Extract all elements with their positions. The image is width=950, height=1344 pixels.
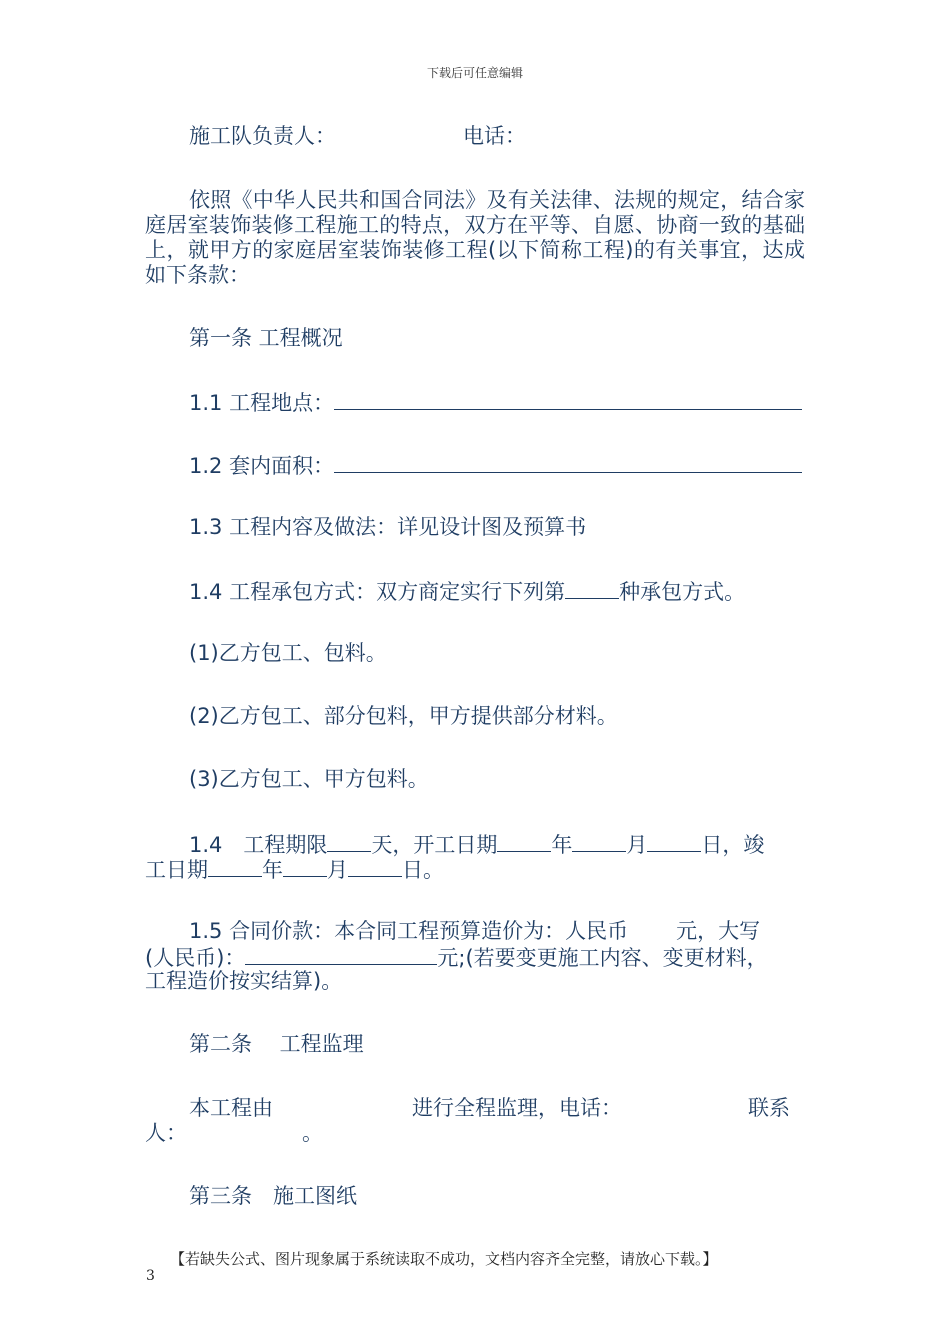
price-yuan-label: 元，大写 [676, 919, 761, 943]
period-prefix: 1.4 工程期限 [189, 833, 328, 857]
supervision-person: 人： [145, 1121, 187, 1145]
address-blank [334, 389, 802, 410]
days-blank [327, 831, 371, 852]
finish-end-label: 日。 [402, 858, 444, 882]
start-year-blank [497, 831, 551, 852]
start-month-label: 月 [626, 833, 648, 857]
option-1: (1)乙方包工、包料。 [189, 641, 387, 665]
intro-paragraph: 依照《中华人民共和国合同法》及有关法律、法规的规定，结合家庭居室装饰装修工程施工的特点，双方在平等、自愿、协商一致的基础上，就甲方的家庭居室装饰装修工程(以下简称工程)的有关事宜，达成如下条款： [145, 188, 805, 287]
item-1-3: 1.3 工程内容及做法：详见设计图及预算书 [189, 515, 587, 539]
supervision-period: 。 [302, 1121, 323, 1145]
start-day-label: 日，竣 [701, 833, 765, 857]
item-1-4a-post: 种承包方式。 [619, 580, 746, 604]
leader-label: 施工队负责人： [189, 124, 336, 148]
contract-mode-blank [565, 578, 619, 599]
start-day-blank [647, 831, 701, 852]
item-1-5-line1 [189, 919, 760, 944]
item-1-4b-line2 [145, 856, 444, 883]
page-header: 下载后可任意编辑 [426, 66, 523, 80]
amount-blank [245, 944, 437, 965]
item-1-5-line2 [145, 944, 768, 971]
item-1-2 [189, 452, 802, 479]
finish-year-label: 年 [262, 858, 283, 882]
footer-note: 【若缺失公式、图片现象属于系统读取不成功，文档内容齐全完整，请放心下载。】 [170, 1250, 718, 1268]
article3-title: 第三条 施工图纸 [189, 1184, 357, 1208]
page-number: 3 [146, 1268, 155, 1284]
finish-month-blank [283, 856, 327, 877]
item-1-1 [189, 389, 802, 416]
item-1-1-label: 1.1 工程地点： [189, 391, 335, 415]
finish-day-blank [348, 856, 402, 877]
item-1-5-line3: 工程造价按实结算)。 [145, 969, 343, 993]
finish-year-blank [208, 856, 262, 877]
rmb-label: (人民币)： [145, 946, 246, 970]
supervision-full: 进行全程监理，电话： [412, 1096, 622, 1120]
finish-month-label: 月 [327, 858, 348, 882]
supervision-contact: 联系 [748, 1096, 790, 1120]
item-1-4a [189, 578, 745, 605]
option-2: (2)乙方包工、部分包料，甲方提供部分材料。 [189, 704, 618, 728]
option-3: (3)乙方包工、甲方包料。 [189, 767, 429, 791]
phone-line [463, 124, 526, 149]
article2-title: 第二条 工程监理 [189, 1032, 364, 1056]
days-label: 天，开工日期 [371, 833, 498, 857]
supervision-by: 本工程由 [189, 1096, 273, 1120]
start-month-blank [572, 831, 626, 852]
leader-line [189, 124, 336, 149]
item-1-4b-line1 [189, 831, 764, 858]
phone-label: 电话： [463, 124, 526, 148]
area-blank [334, 452, 802, 473]
yuan-rest: 元;(若要变更施工内容、变更材料， [437, 946, 768, 970]
article1-title: 第一条 工程概况 [189, 326, 343, 350]
item-1-2-label: 1.2 套内面积： [189, 454, 335, 478]
finish-prefix: 工日期 [145, 858, 208, 882]
start-year-label: 年 [551, 833, 573, 857]
price-prefix: 1.5 合同价款：本合同工程预算造价为：人民币 [189, 919, 629, 943]
item-1-4a-pre: 1.4 工程承包方式：双方商定实行下列第 [189, 580, 566, 604]
